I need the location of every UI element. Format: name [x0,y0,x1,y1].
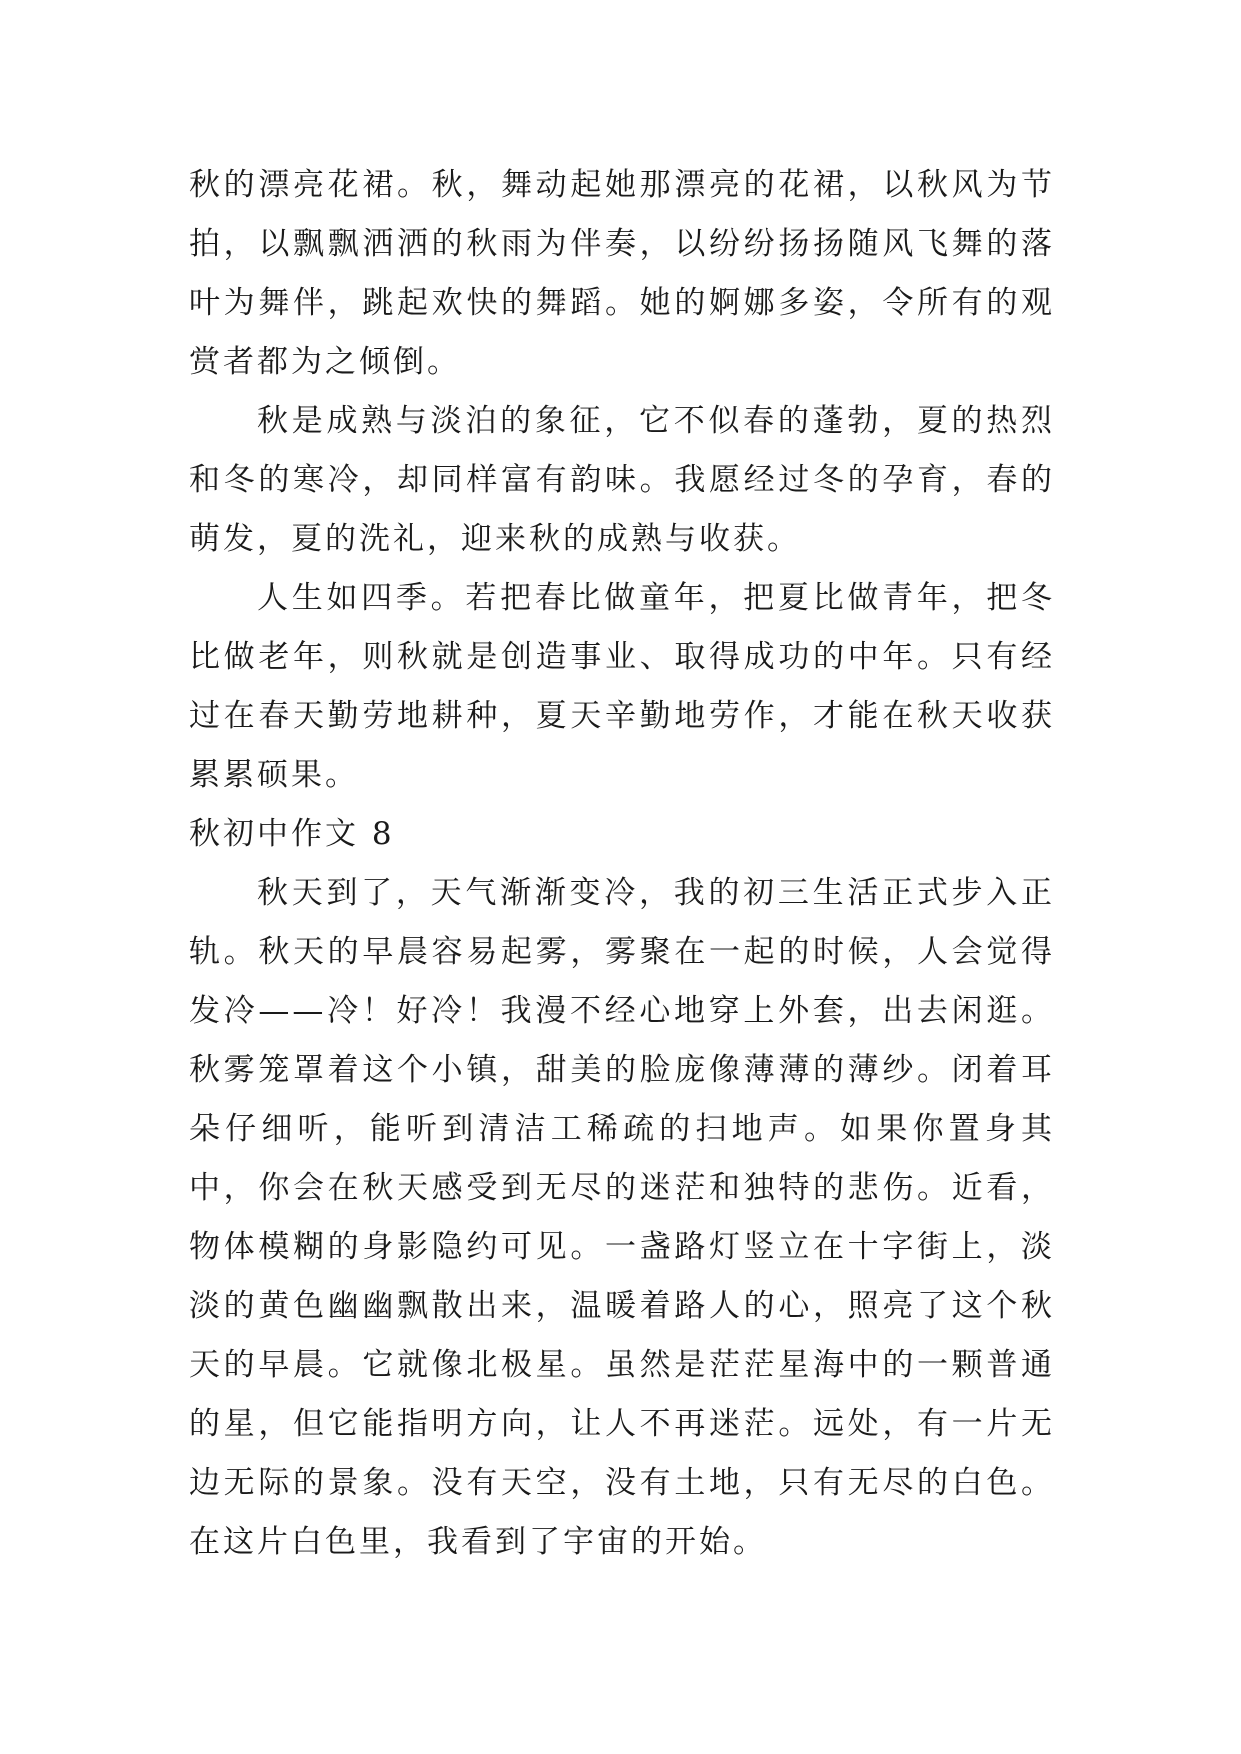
paragraph-2: 秋是成熟与淡泊的象征，它不似春的蓬勃，夏的热烈和冬的寒冷，却同样富有韵味。我愿经过冬的孕育，春的萌发，夏的洗礼，迎来秋的成熟与收获。 [189,403,1055,557]
paragraph-3: 人生如四季。若把春比做童年，把夏比做青年，把冬比做老年，则秋就是创造事业、取得成功的中年。只有经过在春天勤劳地耕种，夏天辛勤地劳作，才能在秋天收获累累硕果。 [189,580,1055,793]
section-heading: 秋初中作文 8 [189,816,395,852]
document-body [189,156,1055,1572]
paragraph-1: 秋的漂亮花裙。秋，舞动起她那漂亮的花裙，以秋风为节拍，以飘飘洒洒的秋雨为伴奏，以纷纷扬扬随风飞舞的落叶为舞伴，跳起欢快的舞蹈。她的婀娜多姿，令所有的观赏者都为之倾倒。 [189,167,1055,380]
paragraph-4: 秋天到了，天气渐渐变冷，我的初三生活正式步入正轨。秋天的早晨容易起雾，雾聚在一起的时候，人会觉得发冷——冷！好冷！我漫不经心地穿上外套，出去闲逛。秋雾笼罩着这个小镇，甜美的脸庞像薄薄的薄纱。闭着耳朵仔细听，能听到清洁工稀疏的扫地声。如果你置身其中，你会在秋天感受到无尽的迷茫和独特的悲伤。近看，物体模糊的身影隐约可见。一盏路灯竖立在十字街上，淡淡的黄色幽幽飘散出来，温暖着路人的心，照亮了这个秋天的早晨。它就像北极星。虽然是茫茫星海中的一颗普通的星，但它能指明方向，让人不再迷茫。远处，有一片无边无际的景象。没有天空，没有土地，只有无尽的白色。在这片白色里，我看到了宇宙的开始。 [189,875,1055,1560]
